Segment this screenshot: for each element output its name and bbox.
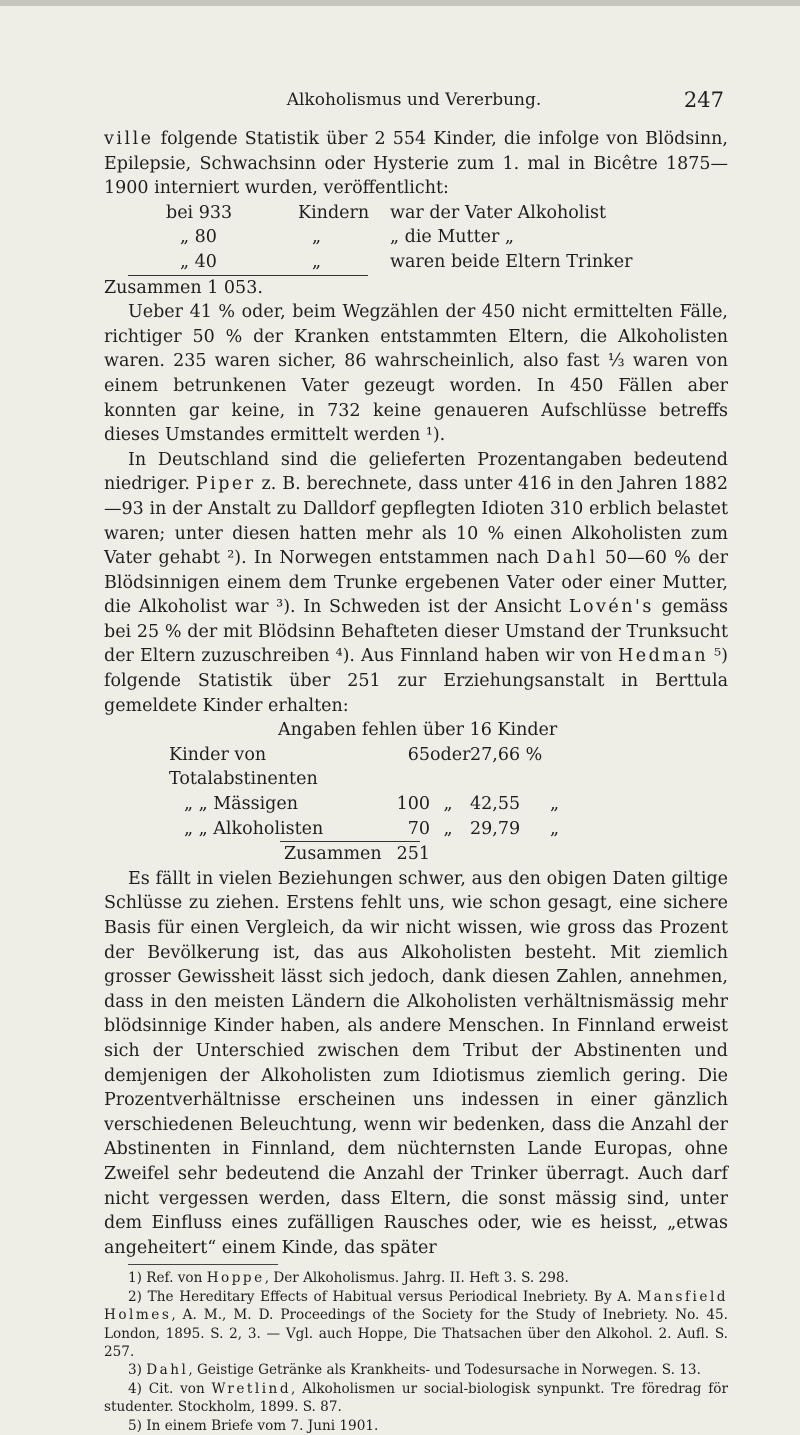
stat-label: Kinder von Totalabstinenten <box>169 744 318 790</box>
author-name: Dahl <box>546 548 598 569</box>
statistics-finland <box>104 718 728 867</box>
stat-end <box>550 743 580 792</box>
stat-end: „ <box>550 818 560 839</box>
paragraph-4: Es fällt in vielen Beziehungen schwer, aus den obigen Daten giltige Schlüsse zu ziehen. Erstens fehlt uns, wie schon gesagt, eine sichere Basis für einen Vergleich, da wir nicht wissen, wie gross das Prozent der Bevölkerung ist, das aus Alkoholisten besteht. Mit ziemlich grosser Gewissheit lässt sich jedoch, dank diesen Zahlen, annehmen, dass in den meisten Ländern die Alkoholisten verhältnismässig mehr blödsinnige Kinder haben, als andere Menschen. In Finnland erweist sich der Unterschied zwischen dem Tribut der Abstinenten und demjenigen der Alkoholisten zum Idiotismus ziemlich gering. Die Prozentverhältnisse erscheinen uns indessen in einer gänzlich verschiedenen Beleuchtung, wenn wir bedenken, dass die Anzahl der Abstinenten in Finnland, dem nüchternsten Lande Europas, ohne Zweifel sehr bedeutend die Anzahl der Trinker überragt. Auch darf nicht vergessen werden, dass Eltern, die sonst mässig sind, unter dem Einfluss eines zufälligen Rausches oder, wie es heisst, „etwas angeheitert“ einem Kinde, das später <box>104 868 728 1258</box>
stat-unit: Kindern <box>298 202 370 223</box>
stat-percent: 27,66 % <box>470 744 543 765</box>
footnote-3: 3) Dahl, Geistige Getränke als Krankheits- und Todesursache in Norwegen. S. 13. <box>128 1362 701 1379</box>
stat-unit: „ <box>312 251 322 272</box>
stat-total: Zusammen 1 053. <box>104 277 263 298</box>
stat-total-label: Zusammen <box>284 844 382 865</box>
stat-count: 65 <box>407 744 430 765</box>
footnote-rule <box>128 1264 278 1265</box>
author-name: Hedman <box>618 646 709 667</box>
stat-total-row <box>104 842 728 867</box>
stat-missing: Angaben fehlen über 16 Kinder <box>278 720 558 741</box>
author-name: Piper <box>195 474 256 495</box>
stat-count: 100 <box>396 794 430 815</box>
author-name: Lovén's <box>568 597 654 618</box>
p3-text: z. B. berechnete, dass unter 416 in den Jahren 1882—93 in der Anstalt zu Dalldorf gepflegten Idioten 310 erblich belastet waren; unter diesen hatten mehr als 10 % einen Alkoholisten zum Vater gehabt ²). In Norwegen entstammen nach <box>104 474 728 569</box>
stat-count: „ 80 <box>180 227 217 248</box>
footnote-2: 2) The Hereditary Effects of Habitual versus Periodical Inebriety. By A. Mansfield Holmes, A. M., M. D. Proceedings of the Society for the Study of Inebriety. No. 45. London, 1895. S. 2, 3. — Vgl. auch Hoppe, Die Thatsachen über den Alkohol. 2. Aufl. S. 257. <box>104 1288 728 1360</box>
stat-label: „ „ Alkoholisten <box>184 818 324 839</box>
stat-desc: „ die Mutter „ <box>390 227 514 248</box>
stat-row <box>104 792 728 817</box>
footnote-5: 5) In einem Briefe vom 7. Juni 1901. <box>128 1417 379 1434</box>
author-name: ville <box>104 129 154 149</box>
running-header <box>104 90 724 114</box>
paragraph-3 <box>104 448 728 719</box>
stat-count: 70 <box>407 818 430 839</box>
p3-text: ⁵) folgende Statistik über 251 zur Erziehungsanstalt in Berttula gemeldete Kinder erhalten: <box>104 646 728 716</box>
stat-row <box>166 201 728 226</box>
stat-row <box>104 817 728 842</box>
stat-sep: „ <box>443 818 453 839</box>
stat-end: „ <box>550 794 560 815</box>
header-title: Alkoholismus und Vererbung. <box>286 90 542 110</box>
stat-sep: „ <box>443 794 453 815</box>
stat-desc: waren beide Eltern Trinker <box>390 251 633 272</box>
stat-unit: „ <box>312 227 322 248</box>
paragraph-1-text: folgende Statistik über 2 554 Kinder, die infolge von Blödsinn, Epilepsie, Schwachsinn oder Hysterie zum 1. mal in Bicêtre 1875—1900 interniert wurden, veröffentlicht: <box>104 129 728 199</box>
stat-count: bei 933 <box>166 202 233 223</box>
stat-count: „ 40 <box>180 251 217 272</box>
statistics-bicetre <box>166 201 728 275</box>
paragraph-2: Ueber 41 % oder, beim Wegzählen der 450 nicht ermittelten Fälle, richtiger 50 % der Kranken entstammten Eltern, die Alkoholisten waren. 235 waren sicher, 86 wahrscheinlich, also fast ⅓ waren von einem betrunkenen Vater gezeugt worden. In 450 Fällen aber konnten gar keine, in 732 keine genaueren Aufschlüsse betreffs dieses Umstandes ermittelt werden ¹). <box>104 302 728 446</box>
p3-text: gemäss bei 25 % der mit Blödsinn Behafteten dieser Umstand der Trunksucht der Eltern zuzuschreiben ⁴). Aus Finnland haben wir von <box>104 597 728 667</box>
stat-total-count: 251 <box>396 844 430 865</box>
paragraph-1 <box>104 127 728 201</box>
scan-edge <box>0 0 800 6</box>
page-number: 247 <box>683 88 724 112</box>
p3-text: 50—60 % der Blödsinnigen einem dem Trunke ergebenen Vater oder einer Mutter, die Alkoholist war ³). In Schweden ist der Ansicht <box>104 548 729 618</box>
stat-percent: 29,79 <box>470 818 521 839</box>
footnote-1: 1) Ref. von Hoppe, Der Alkoholismus. Jahrg. II. Heft 3. S. 298. <box>128 1270 569 1287</box>
stat-label: „ „ Mässigen <box>184 794 298 815</box>
stat-row <box>166 225 728 250</box>
stat-row <box>166 250 728 275</box>
p3-text: In Deutschland sind die gelieferten Prozentangaben bedeutend niedriger. <box>104 449 728 495</box>
stat-desc: war der Vater Alkoholist <box>390 202 606 223</box>
main-text <box>104 127 728 1435</box>
stat-row <box>104 743 728 792</box>
stat-sep: oder <box>430 744 471 765</box>
footnotes <box>104 1269 728 1435</box>
stat-percent: 42,55 <box>470 794 521 815</box>
footnote-4: 4) Cit. von Wretlind, Alkoholismen ur social-biologisk synpunkt. Tre föredrag för studenter. Stockholm, 1899. S. 87. <box>104 1380 728 1416</box>
